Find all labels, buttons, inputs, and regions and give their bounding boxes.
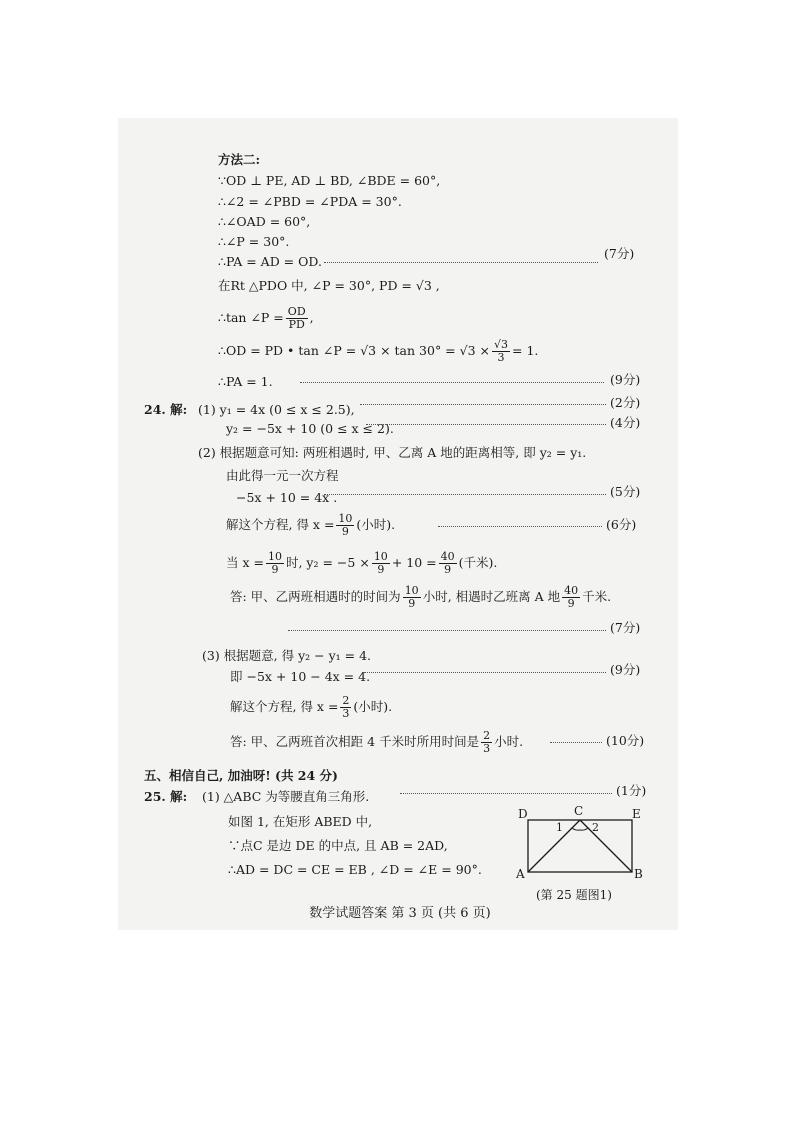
method2-line-2: ∴∠2 = ∠PBD = ∠PDA = 30°. <box>218 194 402 209</box>
text: 时, y₂ = −5 × <box>285 555 370 570</box>
q24-part2-d <box>226 508 395 542</box>
label-angle-2: 2 <box>592 821 599 834</box>
q24-part3-a: (3) 根据题意, 得 y₂ − y₁ = 4. <box>202 648 372 663</box>
fraction <box>372 551 390 576</box>
denominator: 3 <box>342 706 350 720</box>
fraction <box>492 339 510 364</box>
section-5-title: 五、相信自己, 加油呀! (共 24 分) <box>144 768 338 783</box>
method2-line-3: ∴∠OAD = 60°, <box>218 214 311 229</box>
score-9: (9分) <box>610 372 641 387</box>
q24-part1-a: (1) y₁ = 4x (0 ≤ x ≤ 2.5), <box>198 402 355 417</box>
numerator: OD <box>287 304 306 318</box>
score-4: (4分) <box>610 415 641 430</box>
leader-dots <box>550 742 602 743</box>
q24-part3-d <box>230 725 523 759</box>
leader-dots <box>324 494 606 495</box>
q25-label: 25. 解: <box>144 789 188 804</box>
q24-label: 24. 解: <box>144 402 188 417</box>
numerator: 2 <box>483 728 491 742</box>
score-7b: (7分) <box>610 620 641 635</box>
method2-line-4: ∴∠P = 30°. <box>218 234 290 249</box>
method2-line-5: ∴PA = AD = OD. <box>218 254 322 269</box>
text: 解这个方程, 得 x = <box>230 699 339 714</box>
leader-dots <box>366 424 606 425</box>
score-7: (7分) <box>604 246 635 261</box>
method2-line-8 <box>218 334 538 368</box>
angle-2-arc <box>580 828 588 830</box>
text: ∴OD = PD • tan ∠P = √3 × tan 30° = √3 × <box>218 343 490 358</box>
q25-line-3: ∵点C 是边 DE 的中点, 且 AB = 2AD, <box>228 838 448 853</box>
numerator: √3 <box>493 337 508 351</box>
text: ∴tan ∠P = <box>218 310 284 325</box>
angle-1-arc <box>572 828 580 830</box>
text: (小时). <box>353 699 393 714</box>
numerator: 10 <box>267 549 282 563</box>
leader-dots <box>364 672 606 673</box>
text: 当 x = <box>226 555 264 570</box>
leader-dots <box>300 382 604 383</box>
fraction <box>336 513 354 538</box>
leader-dots <box>360 404 606 405</box>
fraction <box>286 306 308 331</box>
text: 答: 甲、乙两班相遇时的时间为 <box>230 589 401 604</box>
fraction <box>403 585 421 610</box>
q24-part1-b: y₂ = −5x + 10 (0 ≤ x ≤ 2). <box>226 421 394 436</box>
method2-title: 方法二: <box>218 152 261 167</box>
q24-part2-e <box>226 546 497 580</box>
text: 千米. <box>582 589 612 604</box>
q25-line-2: 如图 1, 在矩形 ABED 中, <box>228 814 373 829</box>
score-6: (6分) <box>606 517 637 532</box>
score-1: (1分) <box>616 783 647 798</box>
rectangle-abed <box>528 820 632 872</box>
text: 小时, 相遇时乙班离 A 地 <box>422 589 561 604</box>
leader-dots <box>400 793 612 794</box>
method2-line-9: ∴PA = 1. <box>218 374 273 389</box>
label-a: A <box>516 867 525 881</box>
q24-part2-b: 由此得一元一次方程 <box>226 468 339 483</box>
method2-line-7 <box>218 301 314 335</box>
text: = 1. <box>512 343 539 358</box>
denominator: 9 <box>377 562 385 576</box>
fraction <box>266 551 284 576</box>
fraction <box>481 730 492 755</box>
q24-part2-c: −5x + 10 = 4x . <box>236 490 338 505</box>
q24-part3-b: 即 −5x + 10 − 4x = 4. <box>230 669 371 684</box>
text: 小时. <box>494 734 524 749</box>
method2-line-1: ∵OD ⊥ PE, AD ⊥ BD, ∠BDE = 60°, <box>218 173 441 188</box>
page-footer: 数学试题答案 第 3 页 (共 6 页) <box>309 906 491 921</box>
denominator: 9 <box>567 596 575 610</box>
label-b: B <box>634 867 643 881</box>
fraction <box>439 551 457 576</box>
leader-dots <box>324 262 598 263</box>
denominator: 3 <box>497 350 505 364</box>
numerator: 40 <box>564 583 579 597</box>
score-10: (10分) <box>606 733 645 748</box>
numerator: 40 <box>440 549 455 563</box>
q24-part2-f <box>230 580 611 614</box>
denominator: 9 <box>271 562 279 576</box>
text: + 10 = <box>391 555 437 570</box>
text: 答: 甲、乙两班首次相距 4 千米时所用时间是 <box>230 734 480 749</box>
numerator: 10 <box>338 511 353 525</box>
numerator: 2 <box>342 693 350 707</box>
leader-dots <box>438 526 602 527</box>
score-5: (5分) <box>610 484 641 499</box>
text: (小时). <box>356 517 396 532</box>
q24-part2-a: (2) 根据题意可知: 两班相遇时, 甲、乙离 A 地的距离相等, 即 y₂ = y₁. <box>198 445 587 460</box>
figure-caption: (第 25 题图1) <box>536 888 612 902</box>
denominator: 9 <box>408 596 416 610</box>
q25-line-1: (1) △ABC 为等腰直角三角形. <box>202 789 370 804</box>
text: (千米). <box>458 555 498 570</box>
denominator: 3 <box>483 741 491 755</box>
text: 解这个方程, 得 x = <box>226 517 335 532</box>
denominator: 9 <box>341 524 349 538</box>
score-9b: (9分) <box>610 662 641 677</box>
figure-25-1 <box>506 806 646 910</box>
label-d: D <box>518 807 528 821</box>
score-2: (2分) <box>610 395 641 410</box>
fraction <box>562 585 580 610</box>
leader-dots <box>288 630 606 631</box>
q24-part3-c <box>230 690 392 724</box>
label-c: C <box>574 804 584 818</box>
fraction <box>340 695 351 720</box>
denominator: 9 <box>444 562 452 576</box>
numerator: 10 <box>373 549 388 563</box>
label-angle-1: 1 <box>556 821 563 834</box>
denominator: PD <box>288 317 305 331</box>
q25-line-4: ∴AD = DC = CE = EB , ∠D = ∠E = 90°. <box>228 862 482 877</box>
label-e: E <box>632 807 641 821</box>
numerator: 10 <box>404 583 419 597</box>
method2-line-6: 在Rt △PDO 中, ∠P = 30°, PD = √3 , <box>218 278 440 293</box>
text: , <box>309 310 314 325</box>
